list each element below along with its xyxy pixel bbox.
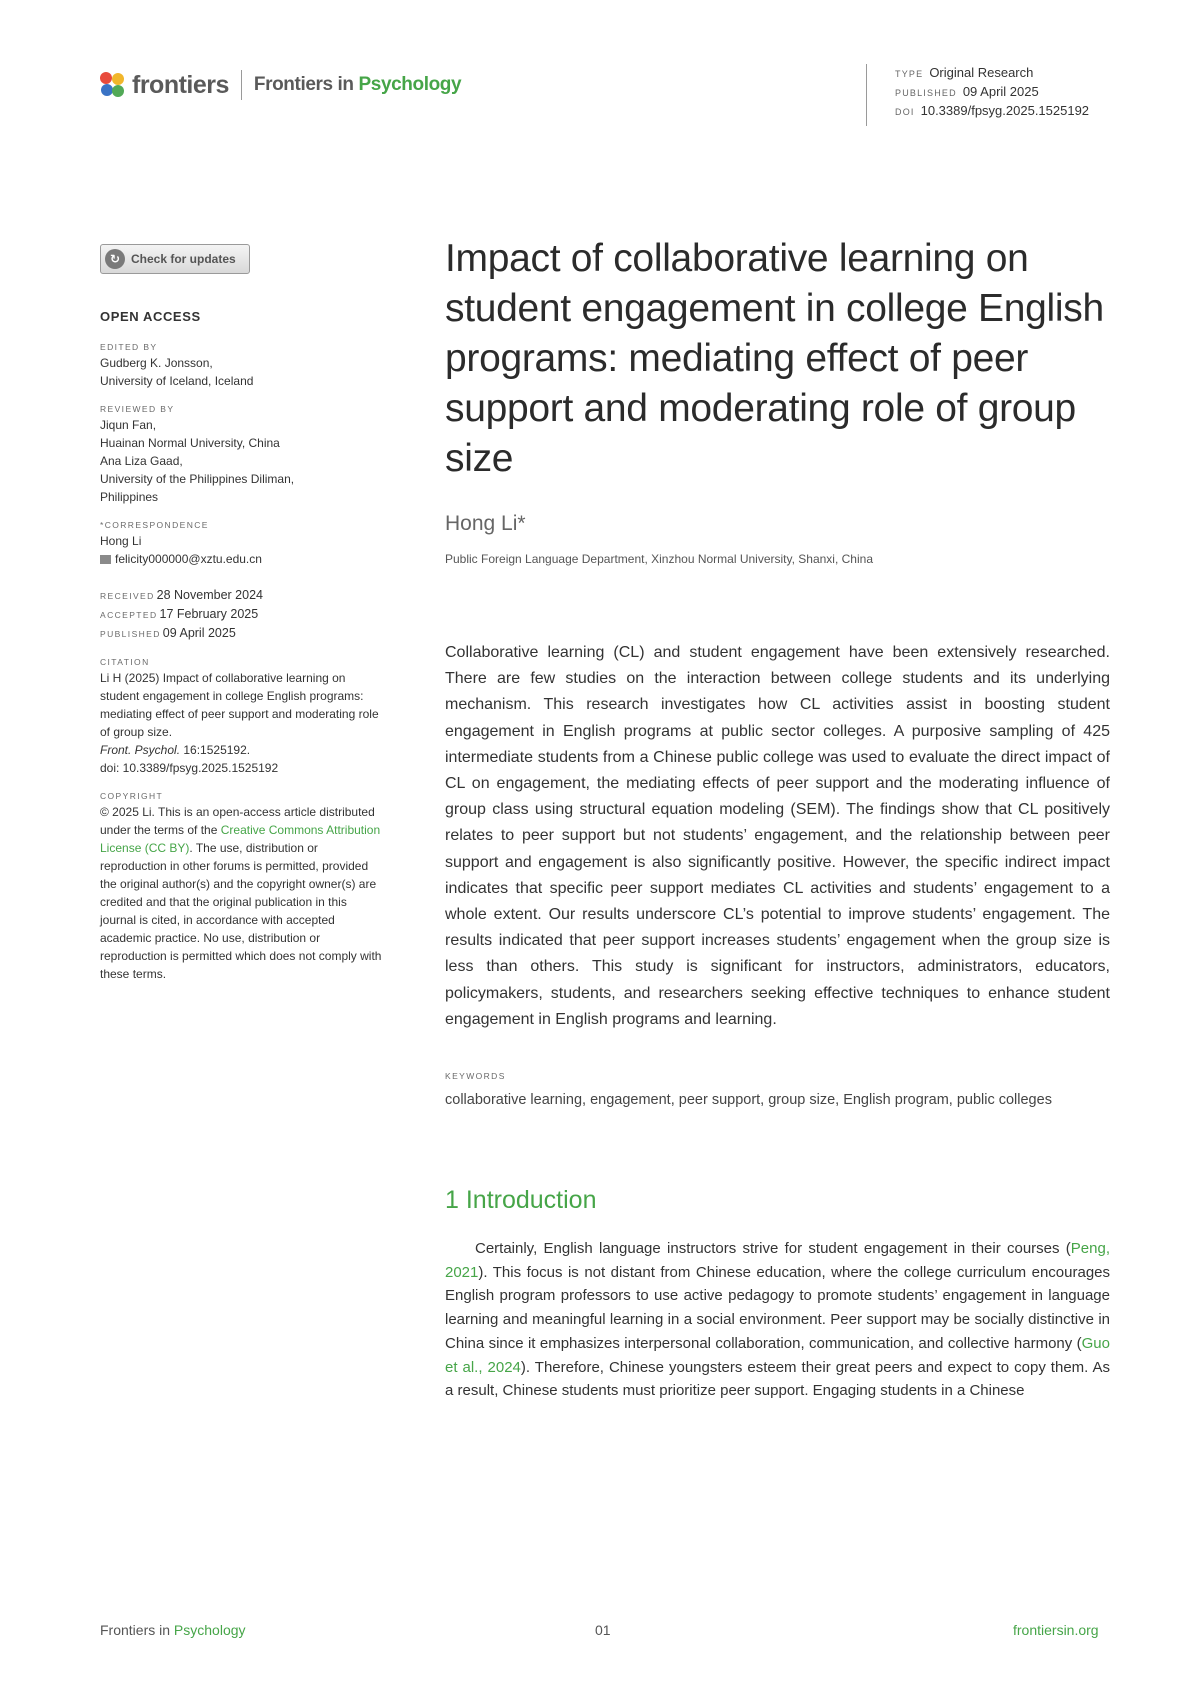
footer-journal [100,1622,246,1638]
reference-link[interactable]: Peng, 2021 [445,1240,1110,1281]
header-divider [241,70,242,100]
footer-journal-suffix: Psychology [173,1622,246,1638]
article-title: Impact of collaborative learning on student engagement in college English programs: mediating effect of peer support and moderating role of group size [445,237,1104,480]
citation-volume: 16:1525192. [180,743,251,757]
check-updates-button[interactable] [100,244,250,274]
citation-text [100,669,382,777]
citation-main: Li H (2025) Impact of collaborative learning on student engagement in college English programs: mediating effect of peer support and moderating role of group size. [100,671,379,739]
meta-doi-label: DOI [895,107,915,117]
article-main [445,234,1110,1403]
date-received-value: 28 November 2024 [156,588,263,602]
frontiers-logo-icon [100,72,126,98]
article-meta [866,64,1089,126]
journal-header [100,70,461,100]
correspondence-email[interactable]: felicity000000@xztu.edu.cn [115,552,262,566]
check-updates-label: Check for updates [131,252,236,266]
reviewed-by-label: REVIEWED BY [100,404,175,414]
footer-site-link[interactable]: frontiersin.org [1013,1622,1099,1638]
correspondence-name: Hong Li [100,534,142,548]
license-link[interactable]: Creative Commons Attribution License (CC BY) [100,823,381,855]
date-accepted-label: ACCEPTED [100,610,158,620]
open-access-label: OPEN ACCESS [100,309,201,324]
meta-type-label: TYPE [895,69,924,79]
reviewer-affiliation: University of the Philippines Diliman, [100,472,295,486]
article-author[interactable]: Hong Li* [445,512,526,535]
meta-published-value: 09 April 2025 [962,84,1039,99]
edited-by-label: EDITED BY [100,342,158,352]
reviewer-affiliation: Philippines [100,490,159,504]
intro-text-1: Certainly, English language instructors strive for student engagement in their courses ( [475,1240,1071,1258]
date-received [100,586,382,605]
copyright-pre: © 2025 Li. This is an open-access article distributed under the terms of the [100,805,375,837]
publisher-name: frontiers [132,70,229,99]
editor-name: Gudberg K. Jonsson, [100,356,213,370]
citation-doi[interactable]: doi: 10.3389/fpsyg.2025.1525192 [100,761,279,775]
date-accepted [100,605,382,624]
article-dates [100,586,382,643]
correspondence-email-row[interactable] [100,550,382,568]
date-received-label: RECEIVED [100,591,155,601]
meta-published [895,83,1089,102]
abstract-text: Collaborative learning (CL) and student engagement have been extensively researched. There are few studies on the interaction between college students and its underlying mechanism. This research investigates how CL activities assist in boosting student engagement in English programs at public sector colleges. A purposive sampling of 425 intermediate students from a Chinese public college was used to evaluate the direct impact of CL on engagement, the mediating effects of peer support and the moderating influence of group class using structural equation modeling (SEM). The findings show that CL positively relates to peer support but not students’ engagement, and the relationship between peer support and engagement is also significantly positive. However, the specific indirect impact indicates that specific peer support mediates CL activities and students’ engagement to a whole extent. Our results underscore CL’s potential to improve students’ engagement. The results indicated that peer support increases students’ engagement when the group size is less than others. This study is significant for instructors, administrators, educators, policymakers, students, and researchers seeking effective techniques to enhance student engagement in English programs and learning. [445,644,1110,1028]
date-published-label: PUBLISHED [100,629,161,639]
author-affiliation: Public Foreign Language Department, Xinzhou Normal University, Shanxi, China [445,552,873,566]
footer-journal-prefix: Frontiers in [100,1622,171,1638]
check-updates-icon: ↻ [105,249,125,269]
citation-label: CITATION [100,657,150,667]
copyright-post: . The use, distribution or reproduction in other forums is permitted, provided the original author(s) and the copyright owner(s) are credited and that the original publication in this journal is cited, in accordance with accepted academic practice. No use, distribution or reproduction is permitted which does not comply with these terms. [100,841,382,981]
reviewer-name: Ana Liza Gaad, [100,454,183,468]
intro-text-3: ). Therefore, Chinese youngsters esteem their great peers and expect to copy them. As a result, Chinese students must prioritize peer support. Engaging students in a Chinese [445,1358,1110,1400]
reviewer-affiliation: Huainan Normal University, China [100,436,280,450]
journal-name-suffix: Psychology [358,74,462,95]
intro-paragraph [445,1237,1110,1403]
correspondence-label: *CORRESPONDENCE [100,520,209,530]
citation-journal: Front. Psychol. [100,743,181,757]
intro-text-2: ). This focus is not distant from Chinese education, where the college curriculum encourages English program professors to use active pedagogy to promote students’ engagement in language learning and meaningful learning in a social environment. Peer support may be socially distinctive in China since it emphasizes interpersonal collaboration, communication, and collective harmony ( [445,1263,1110,1352]
section-heading-introduction: 1 Introduction [445,1186,597,1215]
meta-doi-value[interactable]: 10.3389/fpsyg.2025.1525192 [920,103,1090,118]
keywords-text: collaborative learning, engagement, peer support, group size, English program, public colleges [445,1092,1052,1109]
journal-name[interactable] [254,74,461,96]
meta-doi[interactable] [895,102,1089,121]
meta-type [895,64,1089,83]
editor-affiliation: University of Iceland, Iceland [100,374,254,388]
meta-published-label: PUBLISHED [895,88,957,98]
copyright-text [100,803,382,983]
mail-icon [100,555,111,564]
journal-name-prefix: Frontiers in [253,74,354,95]
reviewer-name: Jiqun Fan, [100,418,157,432]
date-published-value: 09 April 2025 [162,626,236,640]
article-sidebar [100,244,382,983]
reference-link[interactable]: Guo et al., 2024 [445,1334,1110,1376]
copyright-label: COPYRIGHT [100,791,164,801]
page-number: 01 [595,1622,611,1638]
date-accepted-value: 17 February 2025 [159,607,259,621]
keywords-label: KEYWORDS [445,1071,506,1082]
meta-type-value: Original Research [929,65,1034,80]
date-published [100,624,382,643]
